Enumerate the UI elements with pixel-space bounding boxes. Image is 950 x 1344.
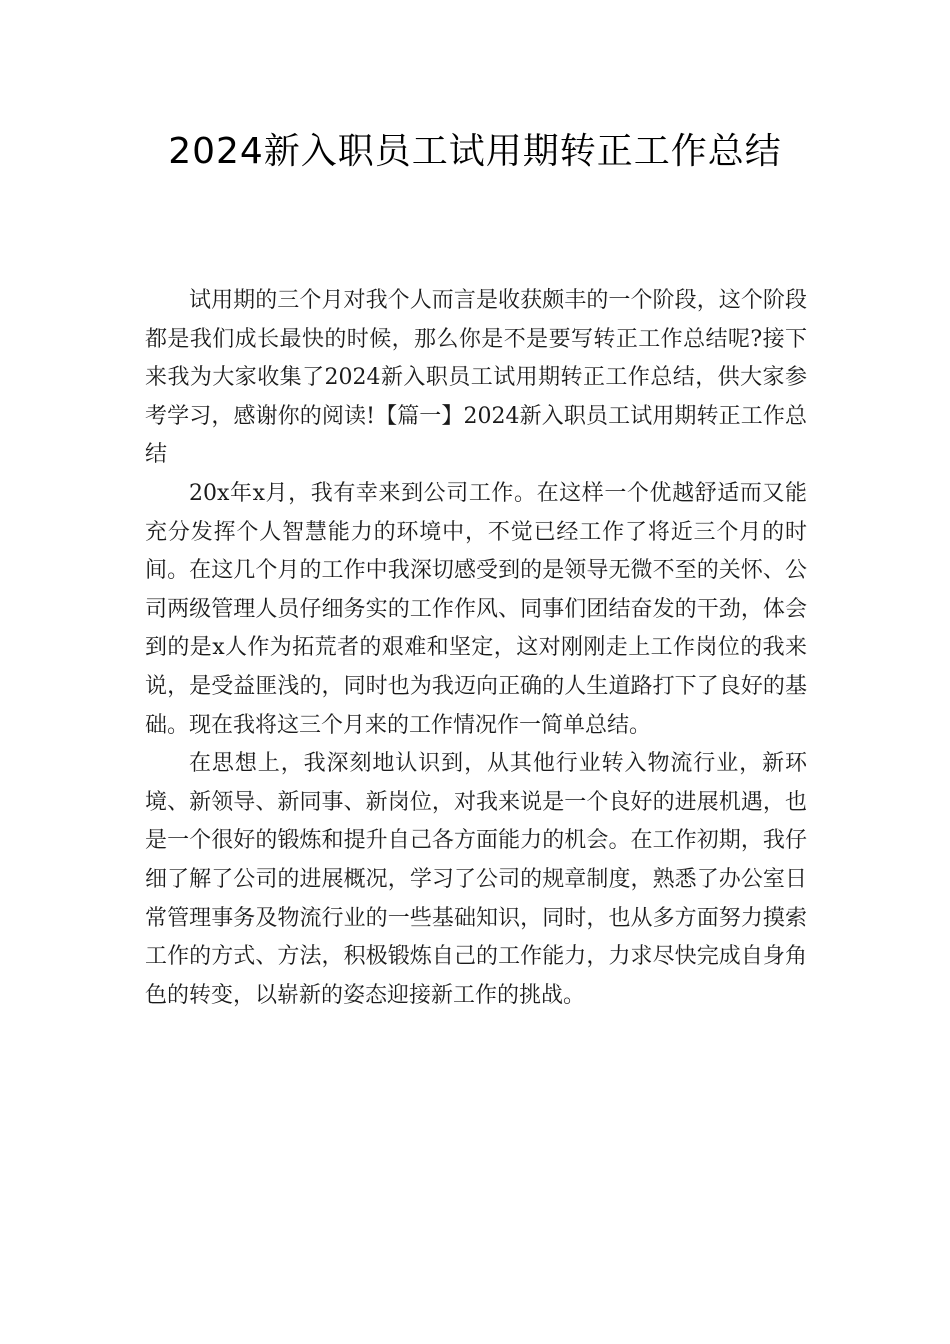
paragraph-intro: 试用期的三个月对我个人而言是收获颇丰的一个阶段，这个阶段都是我们成长最快的时候，那么你是不是要写转正工作总结呢?接下来我为大家收集了2024新入职员工试用期转正工作总结，供大家参考学习，感谢你的阅读!【篇一】2024新入职员工试用期转正工作总结 (145, 288, 807, 468)
document-body (145, 282, 807, 1015)
paragraph-arrival: 20x年x月，我有幸来到公司工作。在这样一个优越舒适而又能充分发挥个人智慧能力的环境中，不觉已经工作了将近三个月的时间。在这几个月的工作中我深切感受到的是领导无微不至的关怀、公司两级管理人员仔细务实的工作作风、同事们团结奋发的干劲，体会到的是x人作为拓荒者的艰难和坚定，这对刚刚走上工作岗位的我来说，是受益匪浅的，同时也为我迈向正确的人生道路打下了良好的基础。现在我将这三个月来的工作情况作一简单总结。 (145, 480, 807, 738)
paragraph-thoughts: 在思想上，我深刻地认识到，从其他行业转入物流行业，新环境、新领导、新同事、新岗位，对我来说是一个良好的进展机遇，也是一个很好的锻炼和提升自己各方面能力的机会。在工作初期，我仔细了解了公司的进展概况，学习了公司的规章制度，熟悉了办公室日常管理事务及物流行业的一些基础知识，同时，也从多方面努力摸索工作的方式、方法，积极锻炼自己的工作能力，力求尽快完成自身角色的转变，以崭新的姿态迎接新工作的挑战。 (145, 751, 807, 1008)
document-title: 2024新入职员工试用期转正工作总结 (168, 131, 782, 172)
